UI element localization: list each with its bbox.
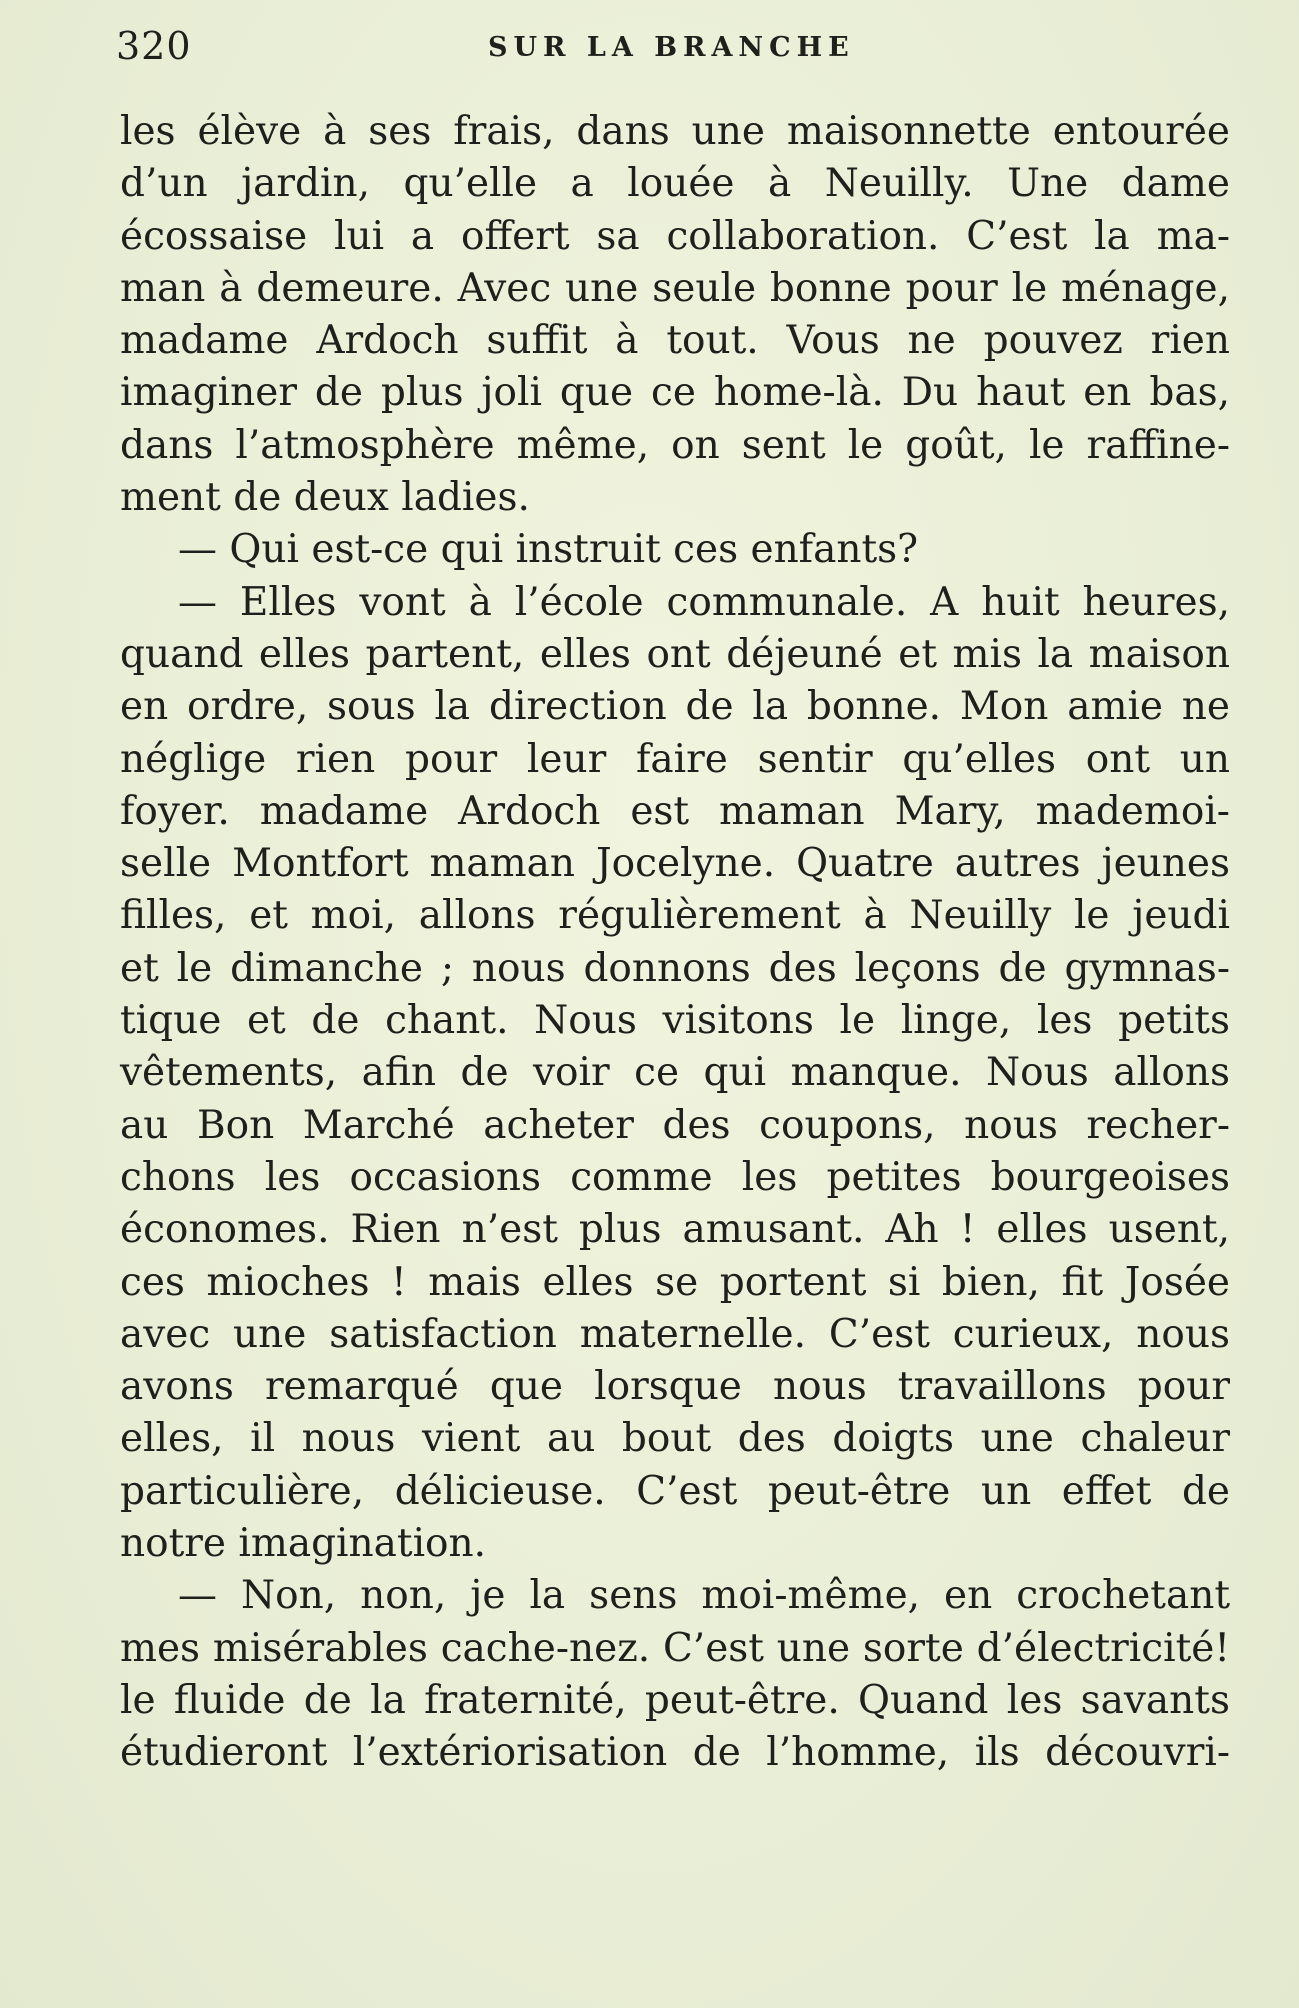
text-line: foyer. madame Ardoch est maman Mary, mademoi- (120, 788, 1230, 834)
text-line: le fluide de la fraternité, peut-être. Quand les savants (120, 1677, 1230, 1723)
text-line: mes misérables cache-nez. C’est une sorte d’électricité! (120, 1625, 1230, 1671)
text-line: étudieront l’extériorisation de l’homme, ils découvri- (120, 1730, 1230, 1776)
text-line: — Non, non, je la sens moi-même, en crochetant (178, 1573, 1230, 1619)
text-line: avec une satisfaction maternelle. C’est curieux, nous (120, 1311, 1230, 1357)
text-line: ces mioches ! mais elles se portent si bien, fit Josée (120, 1259, 1230, 1305)
text-line: dans l’atmosphère même, on sent le goût, le raffine- (120, 422, 1230, 468)
text-line: madame Ardoch suffit à tout. Vous ne pouvez rien (120, 318, 1230, 364)
text-line: écossaise lui a offert sa collaboration. C’est la ma- (120, 213, 1230, 259)
running-head (116, 18, 1186, 78)
text-line: filles, et moi, allons régulièrement à Neuilly le jeudi (120, 893, 1230, 939)
text-line: au Bon Marché acheter des coupons, nous recher- (120, 1102, 1230, 1148)
text-line: vêtements, afin de voir ce qui manque. Nous allons (120, 1050, 1230, 1096)
text-line: tique et de chant. Nous visitons le linge, les petits (120, 998, 1230, 1044)
text-line: économes. Rien n’est plus amusant. Ah ! elles usent, (120, 1207, 1230, 1253)
text-line: imaginer de plus joli que ce home-là. Du haut en bas, (120, 370, 1230, 416)
text-line: les élève à ses frais, dans une maisonnette entourée (120, 109, 1230, 154)
text-line: en ordre, sous la direction de la bonne. Mon amie ne (120, 684, 1230, 730)
text-line: selle Montfort maman Jocelyne. Quatre autres jeunes (120, 841, 1230, 887)
text-line: néglige rien pour leur faire sentir qu’elles ont un (120, 736, 1230, 782)
text-line: elles, il nous vient au bout des doigts une chaleur (120, 1416, 1230, 1462)
text-line: quand elles partent, elles ont déjeuné et mis la maison (120, 631, 1230, 677)
text-line: notre imagination. (120, 1521, 487, 1567)
text-line: avons remarqué que lorsque nous travaillons pour (120, 1364, 1230, 1410)
text-line: et le dimanche ; nous donnons des leçons de gymnas- (120, 945, 1230, 991)
page-number: 320 (116, 24, 192, 68)
text-line: ment de deux ladies. (120, 475, 530, 521)
running-title: SUR LA BRANCHE (488, 32, 855, 63)
text-line: chons les occasions comme les petites bourgeoises (120, 1154, 1230, 1200)
text-line: man à demeure. Avec une seule bonne pour le ménage, (120, 265, 1230, 311)
body-text (120, 106, 1230, 1780)
text-line: d’un jardin, qu’elle a louée à Neuilly. Une dame (120, 161, 1230, 207)
text-line: — Qui est-ce qui instruit ces enfants? (178, 527, 919, 573)
text-line: — Elles vont à l’école communale. A huit heures, (178, 579, 1230, 625)
text-line: particulière, délicieuse. C’est peut-être un effet de (120, 1468, 1230, 1514)
